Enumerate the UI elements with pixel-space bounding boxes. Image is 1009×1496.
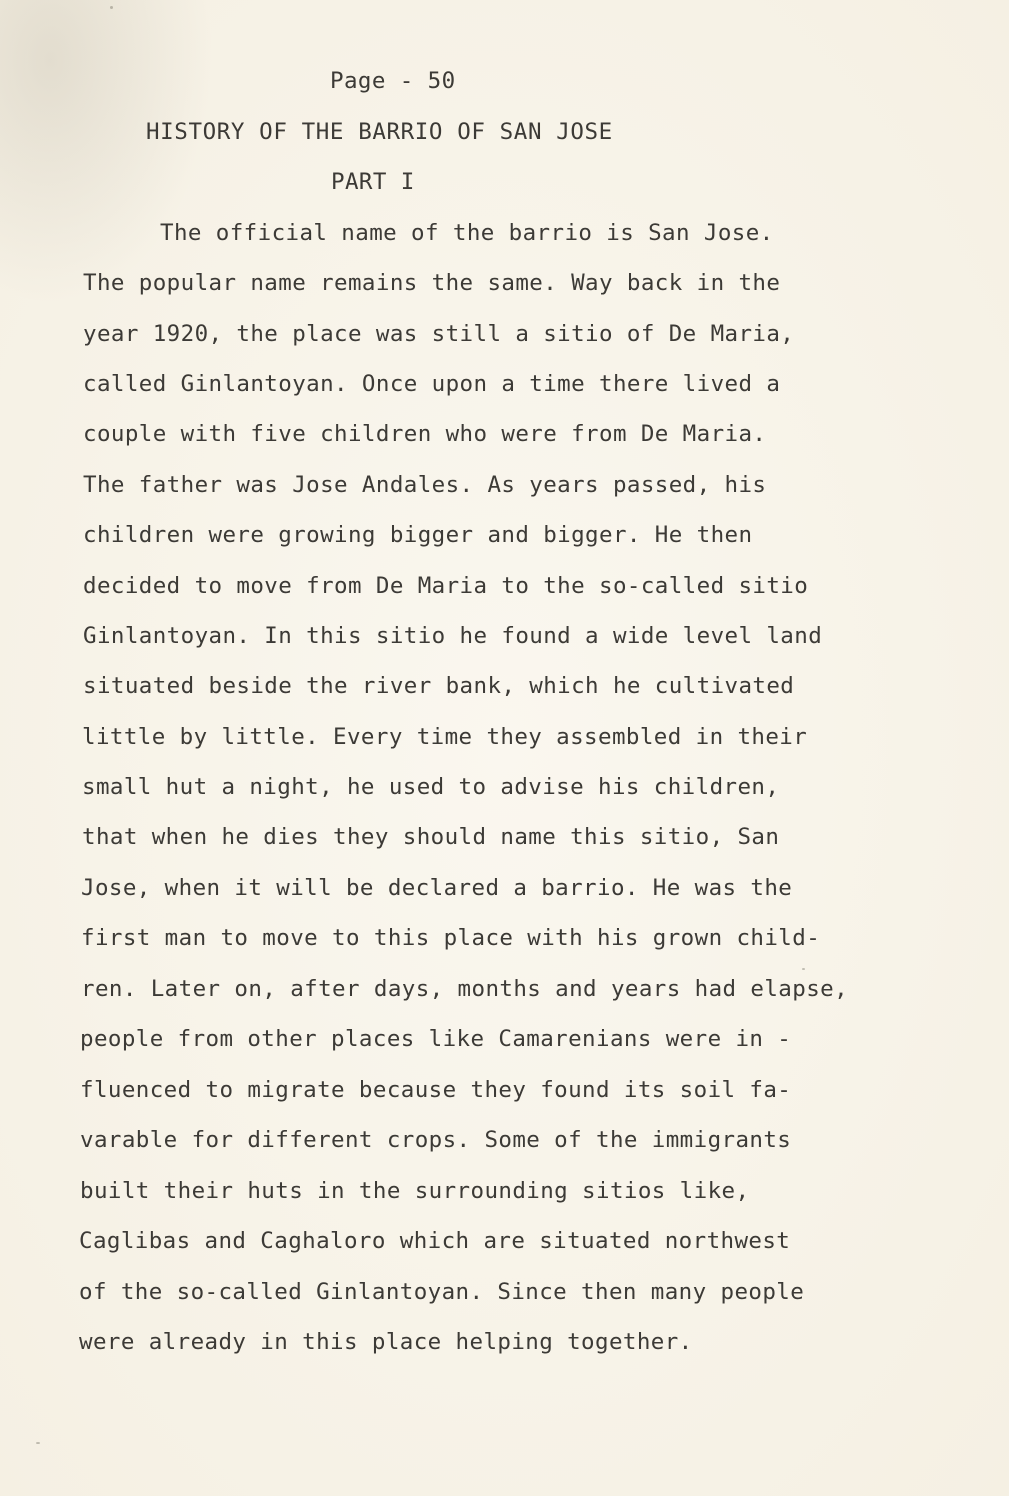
text-line: couple with five children who were from De Maria.	[83, 421, 767, 447]
text-line: little by little. Every time they assembled in their	[82, 724, 808, 750]
text-line: of the so-called Ginlantoyan. Since then many people	[79, 1279, 805, 1305]
text-line: Ginlantoyan. In this sitio he found a wide level land	[83, 623, 823, 649]
page-number: Page - 50	[330, 68, 456, 94]
text-line: called Ginlantoyan. Once upon a time there lived a	[83, 371, 781, 397]
text-line: people from other places like Camarenians were in -	[80, 1026, 792, 1052]
text-line: first man to move to this place with his grown child-	[81, 925, 821, 951]
text-line: Caglibas and Caghaloro which are situated northwest	[79, 1228, 791, 1254]
part-heading: PART I	[331, 169, 415, 195]
text-line: that when he dies they should name this sitio, San	[82, 824, 780, 850]
paper-speck	[110, 6, 113, 9]
text-line: Jose, when it will be declared a barrio. He was the	[81, 875, 793, 901]
text-line: were already in this place helping together.	[79, 1329, 693, 1355]
text-line: fluenced to migrate because they found its soil fa-	[80, 1077, 792, 1103]
text-line: varable for different crops. Some of the immigrants	[80, 1127, 792, 1153]
text-line: decided to move from De Maria to the so-called sitio	[83, 573, 809, 599]
text-line: children were growing bigger and bigger. He then	[83, 522, 753, 548]
text-line: The official name of the barrio is San Jose.	[160, 220, 774, 246]
paper-speck	[36, 1442, 40, 1444]
text-line: The popular name remains the same. Way back in the	[83, 270, 781, 296]
text-line: small hut a night, he used to advise his children,	[82, 774, 780, 800]
text-line: ren. Later on, after days, months and years had elapse,	[81, 976, 849, 1002]
document-title: HISTORY OF THE BARRIO OF SAN JOSE	[146, 119, 613, 145]
text-line: The father was Jose Andales. As years passed, his	[83, 472, 767, 498]
paper-speck	[802, 968, 805, 970]
text-line: year 1920, the place was still a sitio of De Maria,	[83, 321, 795, 347]
text-line: situated beside the river bank, which he cultivated	[83, 673, 795, 699]
text-line: built their huts in the surrounding sitios like,	[80, 1178, 750, 1204]
